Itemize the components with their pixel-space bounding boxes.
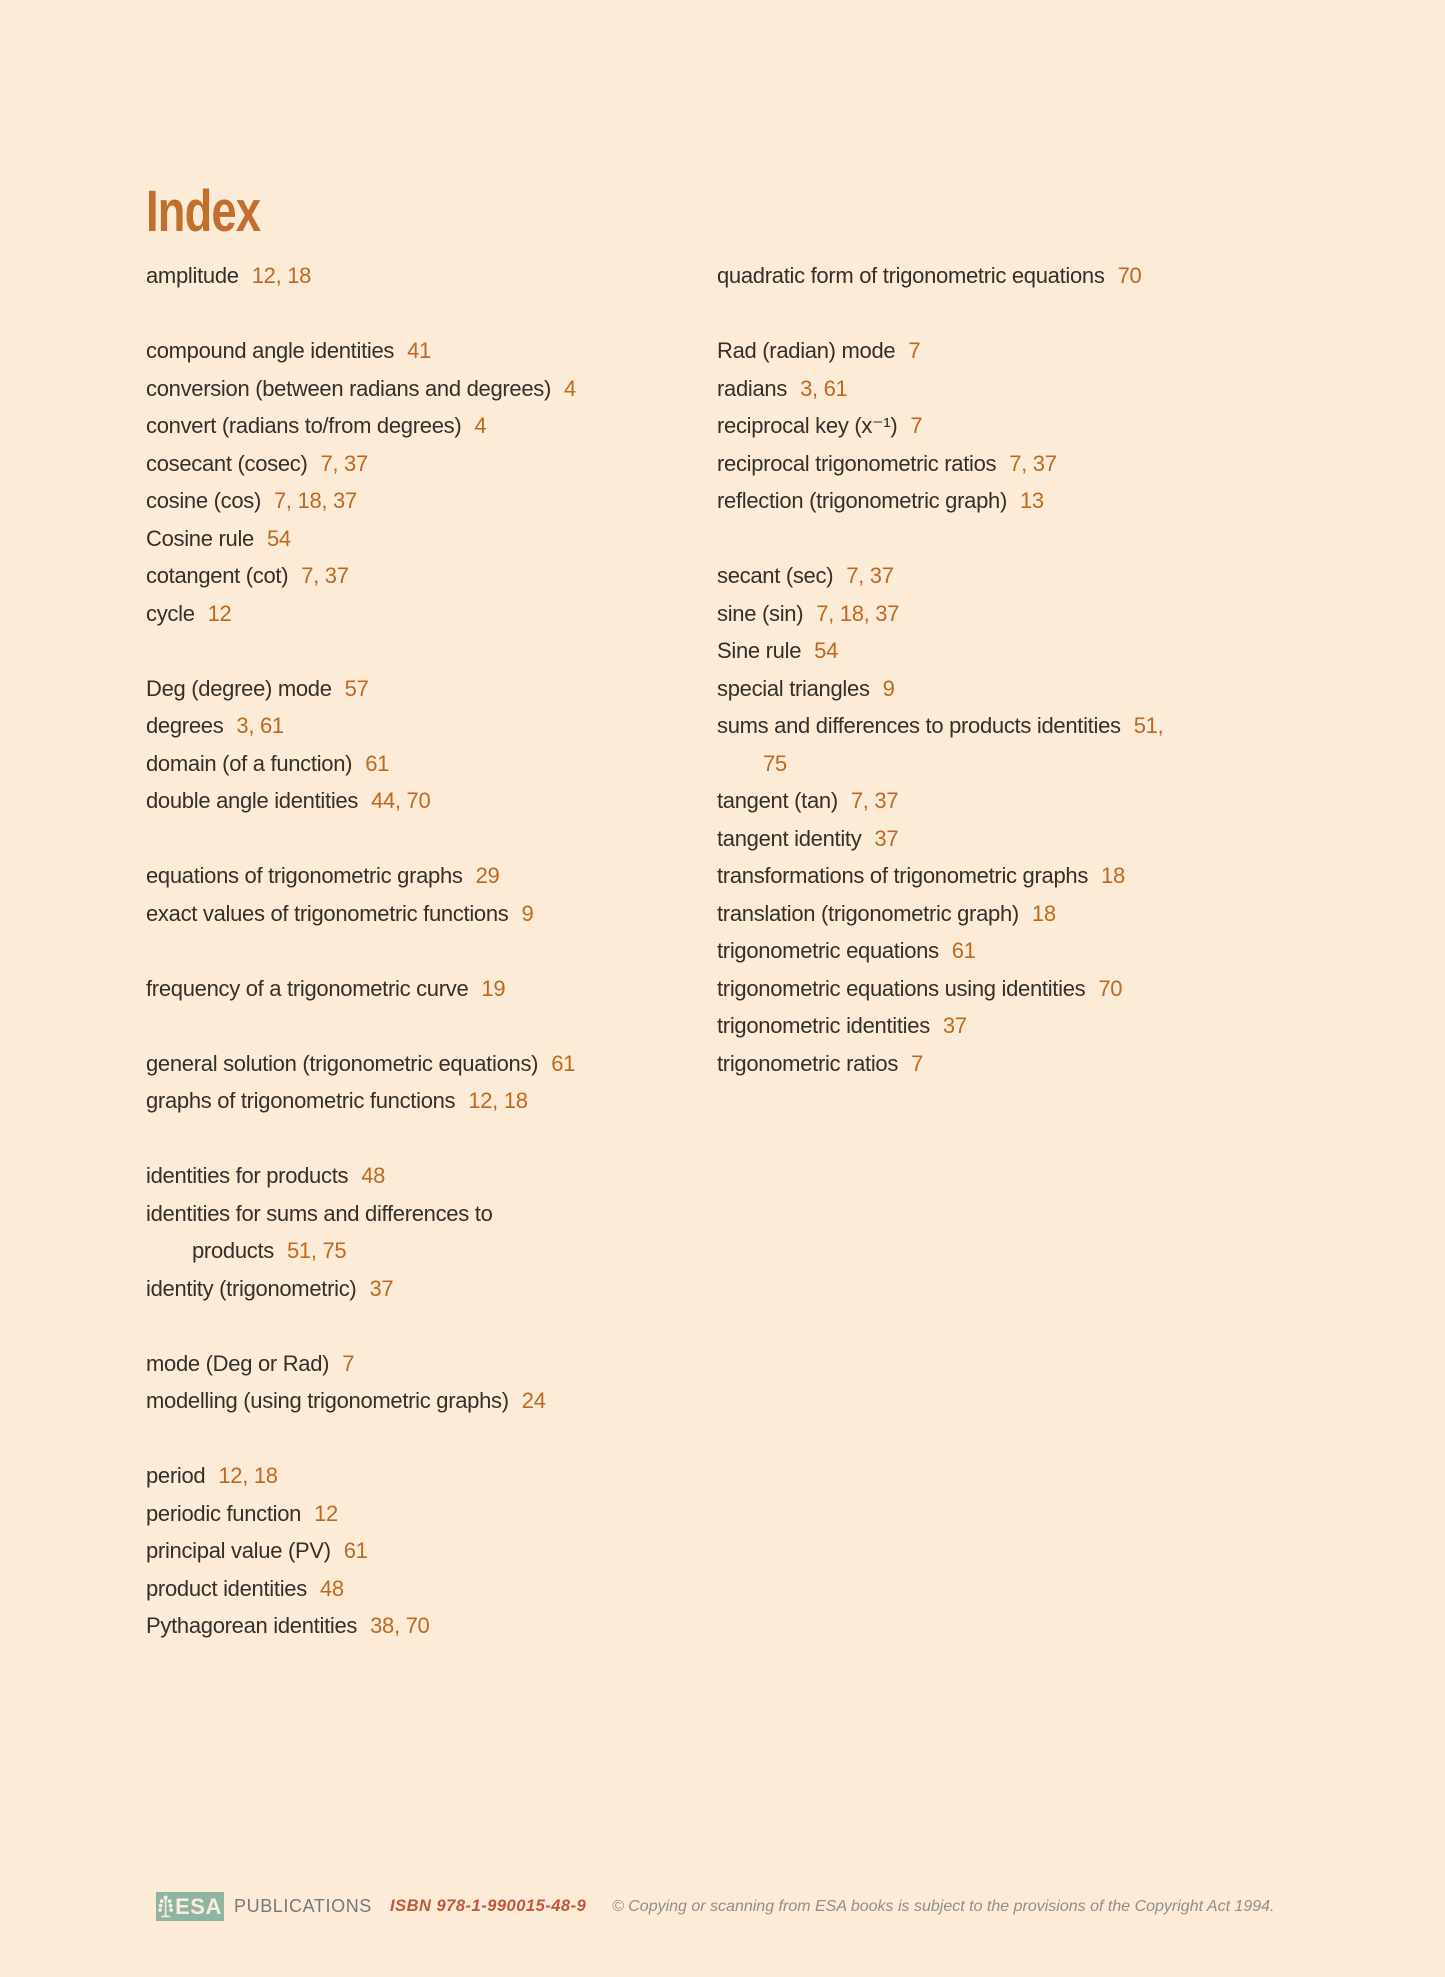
index-entry-line: [146, 1570, 711, 1608]
index-entry-line: [146, 1195, 711, 1233]
index-entry: [146, 1270, 711, 1308]
index-entry: [146, 257, 711, 295]
index-page-numbers: 7, 37: [846, 563, 894, 588]
index-entry-line: [717, 857, 1432, 895]
index-term: periodic function: [146, 1500, 302, 1526]
index-page-numbers: 7, 37: [850, 788, 899, 813]
index-entry: [717, 445, 1432, 483]
index-entry-line: [146, 707, 711, 745]
index-term: cycle: [146, 600, 195, 626]
index-page-numbers: 9: [521, 900, 534, 926]
index-term: degrees: [146, 713, 224, 738]
index-page-numbers: 44, 70: [371, 788, 431, 813]
index-page-numbers: 18: [1031, 900, 1056, 926]
index-entry: [146, 1532, 711, 1570]
index-entry-line: [717, 332, 1432, 370]
index-page-numbers: 41: [407, 338, 431, 363]
index-term: principal value (PV): [146, 1538, 331, 1563]
index-entry: [717, 370, 1432, 408]
index-entry-line: [146, 1532, 711, 1570]
index-entry-line: [717, 595, 1432, 633]
index-term: quadratic form of trigonometric equations: [717, 263, 1105, 288]
index-entry: [146, 445, 711, 483]
index-page-numbers: 38, 70: [370, 1613, 430, 1638]
index-entry: [146, 1045, 711, 1083]
page-title: Index: [146, 179, 261, 244]
index-entry: [717, 257, 1432, 295]
index-page-numbers: 54: [266, 525, 291, 551]
index-page-numbers: 12: [314, 1500, 338, 1526]
index-group: [146, 670, 711, 820]
index-term: reciprocal key (x⁻¹): [717, 413, 898, 438]
index-entry: [146, 1607, 711, 1645]
index-entry: [717, 407, 1432, 445]
index-entry: [717, 1045, 1432, 1083]
index-page-numbers: 37: [369, 1275, 394, 1301]
index-column-left: [146, 257, 711, 1682]
index-term: sums and differences to products identities: [717, 713, 1121, 738]
index-term: Sine rule: [717, 638, 802, 663]
index-entry: [717, 670, 1432, 708]
index-page-numbers: 7, 37: [1009, 450, 1057, 476]
index-entry: [146, 557, 711, 595]
publisher-name: PUBLICATIONS: [234, 1896, 372, 1916]
index-entry-line: [146, 482, 711, 520]
index-entry-line: [146, 1607, 711, 1645]
index-term: Cosine rule: [146, 525, 254, 551]
index-entry-line: [146, 857, 711, 895]
index-term: modelling (using trigonometric graphs): [146, 1388, 509, 1413]
index-term: secant (sec): [717, 563, 834, 588]
index-term: Pythagorean identities: [146, 1613, 358, 1638]
index-entry-line: [717, 557, 1432, 595]
index-page-numbers: 51,: [1133, 713, 1164, 738]
index-entry: [717, 970, 1432, 1008]
index-group: [146, 257, 711, 295]
index-entry-line: [717, 820, 1432, 858]
index-term: trigonometric ratios: [717, 1050, 899, 1076]
index-term: Rad (radian) mode: [717, 338, 896, 363]
index-term: trigonometric identities: [717, 1013, 930, 1038]
index-term: transformations of trigonometric graphs: [717, 863, 1089, 888]
index-term: trigonometric equations: [717, 938, 939, 963]
index-entry-line: [146, 1495, 711, 1533]
index-entry: [146, 1495, 711, 1533]
index-page-numbers: 9: [882, 675, 895, 701]
index-entry: [717, 557, 1432, 595]
index-page-numbers: 61: [343, 1538, 368, 1563]
index-term: tangent identity: [717, 825, 862, 851]
index-term: reflection (trigonometric graph): [717, 488, 1007, 513]
index-page-numbers: 61: [551, 1050, 576, 1076]
index-page-numbers: 4: [474, 413, 487, 438]
index-group: [146, 1457, 711, 1645]
esa-logo: [156, 1892, 224, 1921]
index-page-numbers: 12, 18: [251, 263, 312, 288]
index-entry: [717, 782, 1432, 820]
index-entry: [146, 520, 711, 558]
index-entry: [717, 820, 1432, 858]
index-entry-line: [146, 1382, 711, 1420]
index-page-numbers: 37: [942, 1013, 967, 1038]
index-term: identity (trigonometric): [146, 1275, 357, 1301]
index-entry: [146, 895, 711, 933]
index-term: products: [192, 1238, 274, 1263]
index-page-numbers: 12, 18: [218, 1463, 278, 1488]
index-page-numbers: 7: [908, 338, 921, 363]
index-entry-line: [146, 670, 711, 708]
index-entry: [717, 632, 1432, 670]
index-entry-line: [146, 257, 711, 295]
index-page-numbers: 7, 18, 37: [816, 600, 900, 626]
index-page-numbers: 75: [763, 750, 787, 776]
index-page-numbers: 61: [951, 938, 976, 963]
index-entry-line: [146, 1082, 711, 1120]
index-group: [717, 257, 1432, 295]
index-entry-line: [146, 1457, 711, 1495]
index-page-numbers: 3, 61: [800, 375, 848, 401]
index-entry-line: [146, 1270, 711, 1308]
index-term: sine (sin): [717, 600, 804, 626]
index-term: compound angle identities: [146, 338, 395, 363]
index-entry-line: [717, 782, 1432, 820]
index-term: amplitude: [146, 263, 239, 288]
index-term: domain (of a function): [146, 750, 353, 776]
index-entry: [146, 1570, 711, 1608]
index-entry: [717, 482, 1432, 520]
index-entry-line: [146, 745, 711, 783]
index-term: translation (trigonometric graph): [717, 900, 1019, 926]
index-entry: [146, 970, 711, 1008]
index-page-numbers: 12: [207, 600, 232, 626]
index-entry: [146, 407, 711, 445]
index-entry-line: [717, 932, 1432, 970]
index-entry-line: [717, 632, 1432, 670]
index-entry: [717, 595, 1432, 633]
index-term: cosine (cos): [146, 488, 261, 513]
logo-esa-text: ESA: [175, 1893, 222, 1919]
index-entry-line: [146, 1345, 711, 1383]
index-column-right: [717, 257, 1432, 1120]
index-page-numbers: 70: [1117, 263, 1142, 288]
index-term: cotangent (cot): [146, 563, 289, 588]
index-page-numbers: 24: [521, 1388, 546, 1413]
index-term: tangent (tan): [717, 788, 838, 813]
index-page-numbers: 12, 18: [468, 1088, 528, 1113]
index-entry-line: [717, 257, 1432, 295]
index-term: reciprocal trigonometric ratios: [717, 450, 997, 476]
index-entry: [146, 595, 711, 633]
index-page-numbers: 4: [564, 375, 576, 401]
index-page-numbers: 61: [365, 750, 390, 776]
index-entry: [717, 895, 1432, 933]
index-page-numbers: 29: [475, 863, 500, 888]
index-entry-line: [717, 445, 1432, 483]
index-group: [717, 557, 1432, 1082]
index-group: [146, 332, 711, 632]
index-term: convert (radians to/from degrees): [146, 413, 462, 438]
index-entry: [146, 482, 711, 520]
index-entry: [146, 707, 711, 745]
index-page-numbers: 7, 18, 37: [274, 488, 357, 513]
index-term: general solution (trigonometric equations): [146, 1050, 539, 1076]
index-page-numbers: 7: [342, 1350, 355, 1376]
index-entry: [146, 782, 711, 820]
index-page-numbers: 3, 61: [236, 713, 284, 738]
index-entry-line: [146, 970, 711, 1008]
index-entry: [717, 707, 1432, 782]
index-entry: [146, 1345, 711, 1383]
index-term: identities for sums and differences to: [146, 1200, 493, 1226]
index-entry-line: [146, 520, 711, 558]
index-term: trigonometric equations using identities: [717, 975, 1086, 1001]
index-page-numbers: 57: [344, 675, 369, 701]
index-page-numbers: 13: [1019, 488, 1044, 513]
index-entry-line: [146, 1045, 711, 1083]
index-term: conversion (between radians and degrees): [146, 375, 552, 401]
index-entry-line: [146, 782, 711, 820]
index-term: product identities: [146, 1575, 307, 1601]
index-page-numbers: 7: [911, 1050, 924, 1076]
index-term: identities for products: [146, 1163, 349, 1188]
index-entry: [717, 1007, 1432, 1045]
index-entry-line: [717, 1045, 1432, 1083]
index-entry: [146, 745, 711, 783]
index-page-numbers: 54: [814, 638, 839, 663]
index-entry: [146, 1457, 711, 1495]
index-entry-line: [717, 407, 1432, 445]
index-term: mode (Deg or Rad): [146, 1350, 330, 1376]
index-group: [146, 1045, 711, 1120]
index-term: frequency of a trigonometric curve: [146, 975, 469, 1001]
index-entry-line: [146, 445, 711, 483]
index-entry-line: [717, 707, 1432, 745]
index-page-numbers: 7: [910, 413, 923, 438]
index-entry: [146, 1082, 711, 1120]
index-entry-line: [717, 970, 1432, 1008]
index-entry: [717, 932, 1432, 970]
index-entry-line: [146, 332, 711, 370]
index-term: Deg (degree) mode: [146, 675, 332, 701]
index-entry-line: [717, 745, 1432, 783]
index-term: exact values of trigonometric functions: [146, 900, 509, 926]
index-entry-line: [717, 1007, 1432, 1045]
footer: [0, 1892, 1445, 1921]
index-entry: [146, 370, 711, 408]
index-page-numbers: 51, 75: [286, 1238, 347, 1263]
index-entry: [717, 332, 1432, 370]
index-entry: [146, 1382, 711, 1420]
index-entry-line: [146, 1157, 711, 1195]
index-page-numbers: 7, 37: [301, 563, 349, 588]
index-entry-line: [146, 595, 711, 633]
index-entry: [146, 670, 711, 708]
index-term: cosecant (cosec): [146, 450, 308, 476]
copyright-text: © Copying or scanning from ESA books is subject to the provisions of the Copyright Act 1994.: [612, 1898, 1275, 1915]
index-entry-line: [717, 370, 1432, 408]
index-entry-line: [717, 670, 1432, 708]
index-entry: [717, 857, 1432, 895]
index-page-numbers: 7, 37: [320, 450, 368, 476]
index-entry-line: [717, 482, 1432, 520]
index-page-numbers: 48: [319, 1575, 344, 1601]
index-page-numbers: 18: [1101, 863, 1125, 888]
index-term: period: [146, 1463, 206, 1488]
index-group: [146, 1157, 711, 1307]
index-entry: [146, 1195, 711, 1270]
index-entry: [146, 857, 711, 895]
index-term: special triangles: [717, 675, 870, 701]
index-entry-line: [146, 370, 711, 408]
index-group: [717, 332, 1432, 520]
index-group: [146, 970, 711, 1008]
index-entry-line: [717, 895, 1432, 933]
index-entry: [146, 1157, 711, 1195]
index-group: [146, 857, 711, 932]
index-entry-line: [146, 1232, 711, 1270]
index-term: equations of trigonometric graphs: [146, 863, 463, 888]
index-term: double angle identities: [146, 788, 359, 813]
index-entry-line: [146, 407, 711, 445]
index-page-numbers: 19: [481, 975, 506, 1001]
index-entry-line: [146, 895, 711, 933]
index-group: [146, 1345, 711, 1420]
index-entry: [146, 332, 711, 370]
index-page-numbers: 70: [1098, 975, 1123, 1001]
isbn-text: ISBN 978-1-990015-48-9: [390, 1897, 587, 1915]
index-term: graphs of trigonometric functions: [146, 1088, 456, 1113]
index-entry-line: [146, 557, 711, 595]
index-page-numbers: 37: [874, 825, 899, 851]
index-term: radians: [717, 375, 788, 401]
tree-icon: [158, 1895, 173, 1919]
index-page-numbers: 48: [361, 1163, 386, 1188]
